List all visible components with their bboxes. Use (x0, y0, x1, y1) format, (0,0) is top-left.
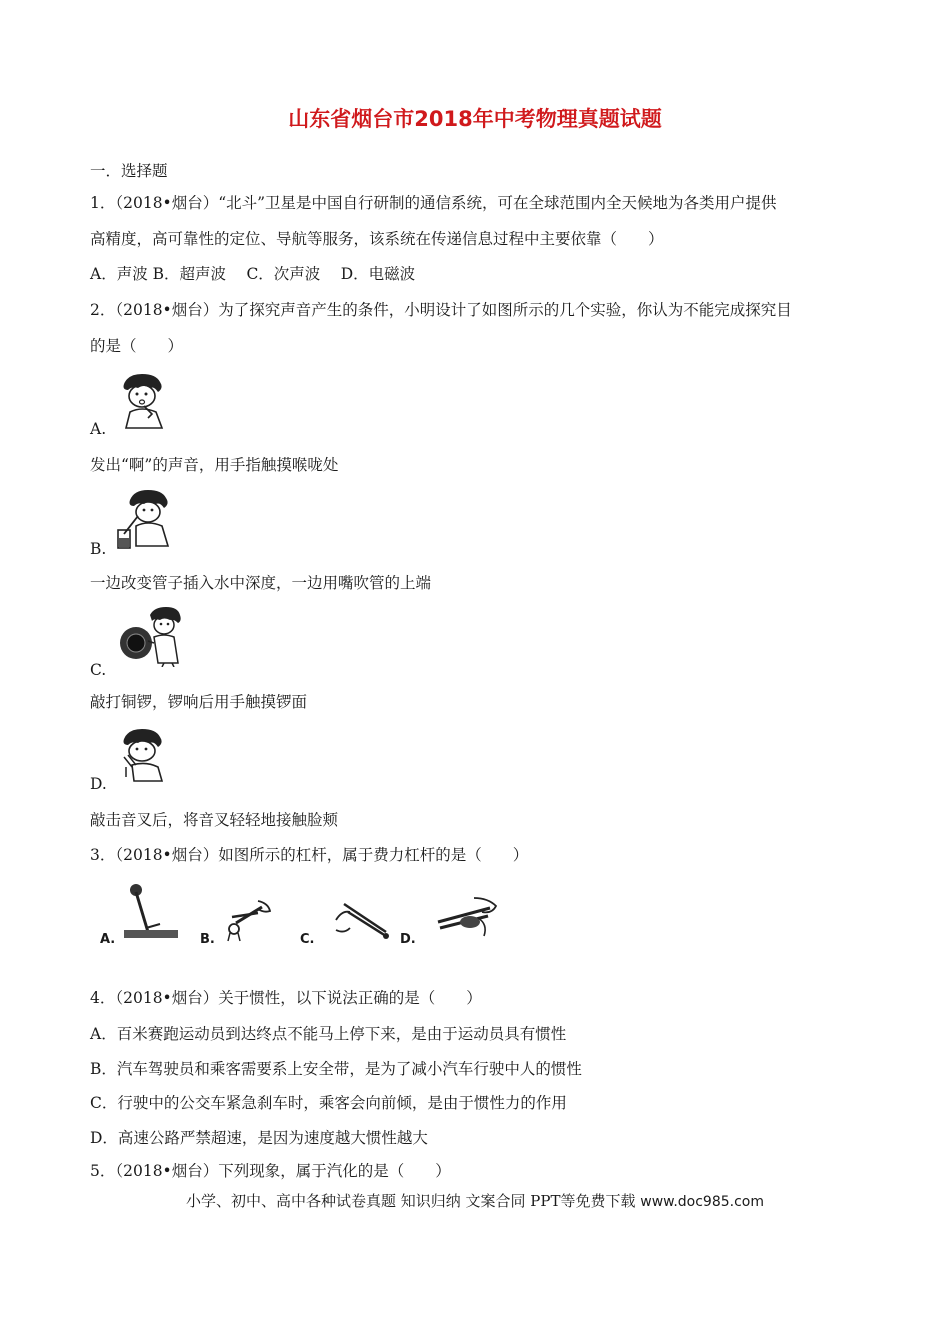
q3-figure-a-lever (116, 880, 182, 944)
q5-text-line-1: 5．（2018•烟台）下列现象，属于汽化的是（ ） (90, 1162, 451, 1180)
footer-url: www.doc985.com (640, 1194, 764, 1210)
q2-option-b-text: 一边改变管子插入水中深度，一边用嘴吹管的上端 (90, 574, 432, 592)
page-footer (0, 1190, 950, 1211)
q2-option-d-label: D. (90, 775, 107, 793)
q2-option-c-label: C. (90, 661, 107, 679)
q3-label-b: B. (200, 932, 215, 947)
q2-figure-b-boy-tube (114, 490, 172, 552)
q2-figure-c-boy-gong (114, 607, 186, 667)
q4-option-a: A．百米赛跑运动员到达终点不能马上停下来，是由于运动员具有惯性 (90, 1025, 567, 1043)
footer-text: 小学、初中、高中各种试卷真题 知识归纳 文案合同 PPT等免费下载 (185, 1192, 641, 1210)
q4-option-b: B．汽车驾驶员和乘客需要系上安全带，是为了减小汽车行驶中人的惯性 (90, 1060, 582, 1078)
q2-figure-d-boy-tuning-fork (116, 727, 174, 783)
q4-option-d: D．高速公路严禁超速，是因为速度越大惯性越大 (90, 1129, 428, 1147)
q2-option-a-text: 发出“啊”的声音，用手指触摸喉咙处 (90, 456, 339, 474)
q3-figure-b-lever (218, 895, 276, 945)
q2-text-line-2: 的是（ ） (90, 337, 184, 355)
q1-text-line-2: 高精度，高可靠性的定位、导航等服务，该系统在传递信息过程中主要依靠（ ） (90, 230, 664, 248)
q1-text-line-1: 1．（2018•烟台）“北斗”卫星是中国自行研制的通信系统，可在全球范围内全天候地为各类用户提供 (90, 194, 777, 212)
q3-text-line-1: 3．（2018•烟台）如图所示的杠杆，属于费力杠杆的是（ ） (90, 846, 529, 864)
q3-label-d: D. (400, 932, 416, 947)
q2-option-b-label: B. (90, 540, 107, 558)
q4-text-line-1: 4．（2018•烟台）关于惯性，以下说法正确的是（ ） (90, 989, 482, 1007)
q4-option-c: C．行驶中的公交车紧急刹车时，乘客会向前倾，是由于惯性力的作用 (90, 1094, 567, 1112)
page-title: 山东省烟台市2018年中考物理真题试题 (288, 107, 662, 131)
q2-figure-a-boy-throat (116, 372, 172, 430)
q3-figure-d-lever (430, 892, 504, 942)
q2-option-d-text: 敲击音叉后，将音叉轻轻地接触脸颊 (90, 811, 339, 829)
q1-options: A．声波 B．超声波 C．次声波 D．电磁波 (90, 265, 416, 283)
section-heading: 一．选择题 (90, 162, 168, 180)
q3-label-a: A. (100, 932, 116, 947)
q3-label-c: C. (300, 932, 315, 947)
q2-text-line-1: 2．（2018•烟台）为了探究声音产生的条件，小明设计了如图所示的几个实验，你认为不能完成探究目 (90, 301, 792, 319)
q2-option-a-label: A. (90, 420, 107, 438)
q3-figure-c-lever (330, 890, 394, 946)
q2-option-c-text: 敲打铜锣，锣响后用手触摸锣面 (90, 693, 308, 711)
